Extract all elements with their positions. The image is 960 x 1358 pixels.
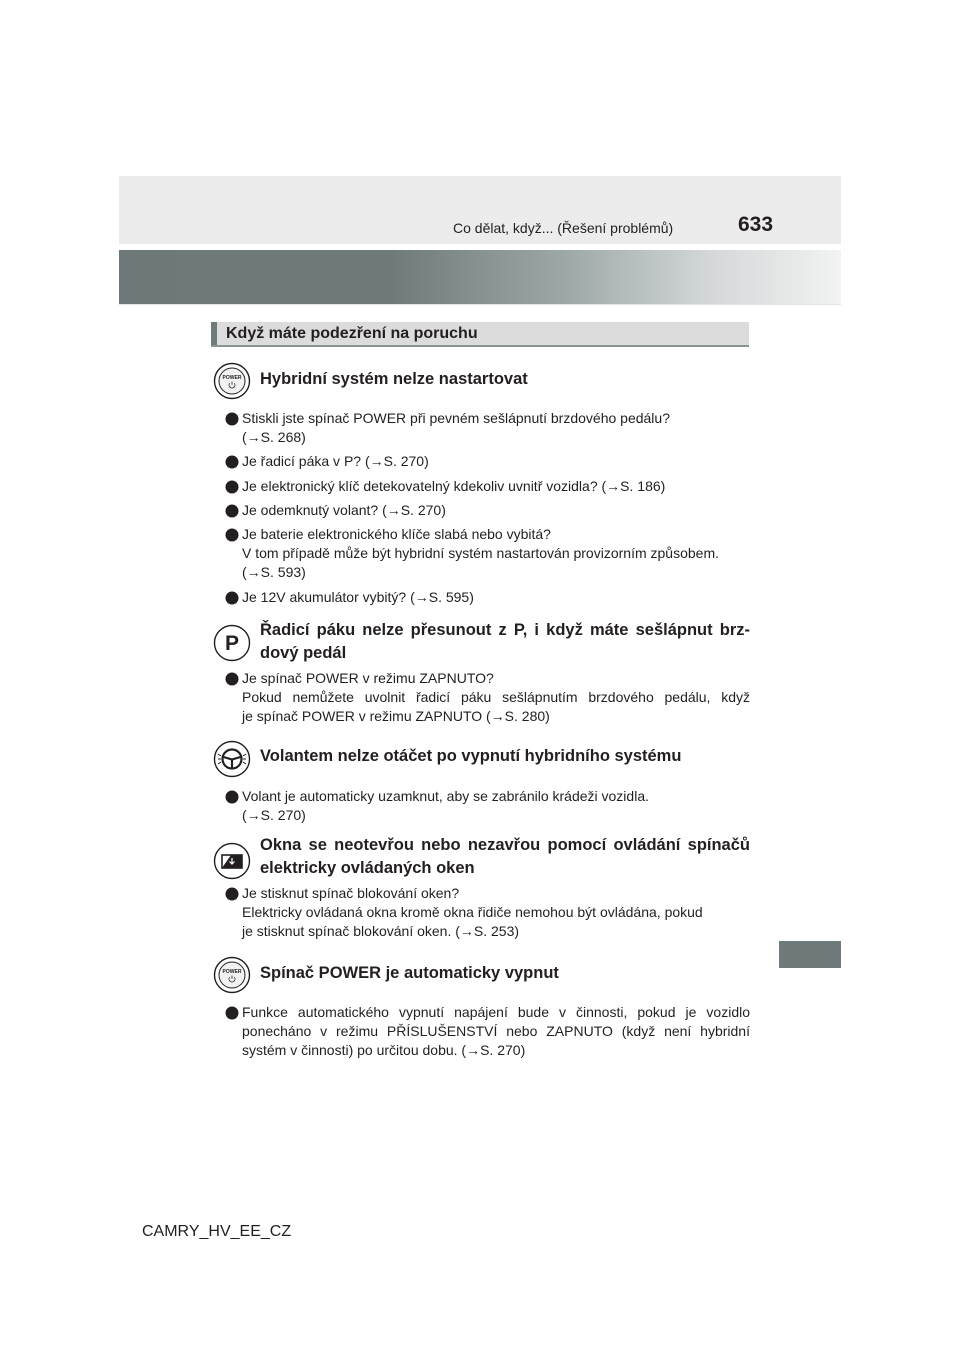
chapter-side-tab bbox=[779, 941, 841, 968]
section-heading-text: Když máte podezření na poruchu bbox=[226, 325, 478, 342]
section-heading-accent bbox=[211, 322, 217, 345]
list-item: Je baterie elektronického klíče slabá nebo vybitá? V tom případě může být hybridní systém nastartován provizorním způsobem. (→S. 593) bbox=[242, 526, 719, 580]
list-item: Volant je automaticky uzamknut, aby se zabránilo krádeži vozidla. (→S. 270) bbox=[242, 788, 649, 823]
topic-title: Volantem nelze otáčet po vypnutí hybridního systému bbox=[260, 747, 682, 765]
power-label: POWER bbox=[222, 375, 242, 381]
bullet-icon bbox=[224, 479, 240, 495]
list-item: Je 12V akumulátor vybitý? (→S. 595) bbox=[242, 589, 474, 605]
bullet-icon bbox=[224, 590, 240, 606]
page-number: 633 bbox=[738, 213, 774, 236]
list-item: Je řadicí páka v P? (→S. 270) bbox=[242, 453, 429, 469]
model-code: CAMRY_HV_EE_CZ bbox=[142, 1223, 292, 1240]
power-button-icon bbox=[213, 362, 251, 400]
power-label: POWER bbox=[222, 969, 242, 975]
bullet-icon bbox=[224, 411, 240, 427]
window-lock-icon bbox=[213, 842, 251, 880]
bullet-icon bbox=[224, 503, 240, 519]
section-heading bbox=[211, 322, 749, 347]
list-item: Stiskli jste spínač POWER při pevném sešlápnutí brzdového pedálu? (→S. 268) bbox=[242, 410, 670, 445]
divider bbox=[119, 304, 841, 305]
topic-title: Spínač POWER je automaticky vypnut bbox=[260, 964, 559, 982]
park-p-icon bbox=[213, 624, 251, 662]
chapter-title: Co dělat, když... (Řešení problémů) bbox=[453, 220, 674, 236]
svg-text:P: P bbox=[224, 632, 240, 655]
list-item: Je stisknut spínač blokování oken? Elektricky ovládaná okna kromě okna řidiče nemohou být ovládána, pokud je stisknut spínač blokování oken. (→S. 253) bbox=[242, 885, 703, 939]
list-item: Je spínač POWER v režimu ZAPNUTO? Pokud nemůžete uvolnit řadicí páku sešlápnutím brzdového pedálu, když je spínač POWER v režimu ZAPNUTO (→S. 280) bbox=[242, 670, 750, 724]
topic-title: Hybridní systém nelze nastartovat bbox=[260, 370, 528, 388]
power-button-icon bbox=[213, 956, 251, 994]
bullet-icon bbox=[224, 671, 240, 687]
bullet-icon bbox=[224, 789, 240, 805]
topic-title: Řadicí páku nelze přesunout z P, i když máte sešlápnut brz- dový pedál bbox=[260, 621, 750, 662]
list-item: Je odemknutý volant? (→S. 270) bbox=[242, 502, 446, 518]
bullet-icon bbox=[224, 886, 240, 902]
bullet-icon bbox=[224, 1005, 240, 1021]
bullet-icon bbox=[224, 454, 240, 470]
bullet-icon bbox=[224, 527, 240, 543]
header-gradient-band bbox=[119, 250, 841, 304]
steering-lock-icon bbox=[213, 740, 251, 778]
list-item: Je elektronický klíč detekovatelný kdekoliv uvnitř vozidla? (→S. 186) bbox=[242, 478, 666, 494]
list-item: Funkce automatického vypnutí napájení bude v činnosti, pokud je vozidlo ponecháno v režimu PŘÍSLUŠENSTVÍ nebo ZAPNUTO (když není hybridní systém v činnosti) po určitou dobu. (→S. 270) bbox=[242, 1004, 750, 1058]
topic-title: Okna se neotevřou nebo nezavřou pomocí ovládání spínačů elektricky ovládaných oken bbox=[260, 836, 750, 877]
